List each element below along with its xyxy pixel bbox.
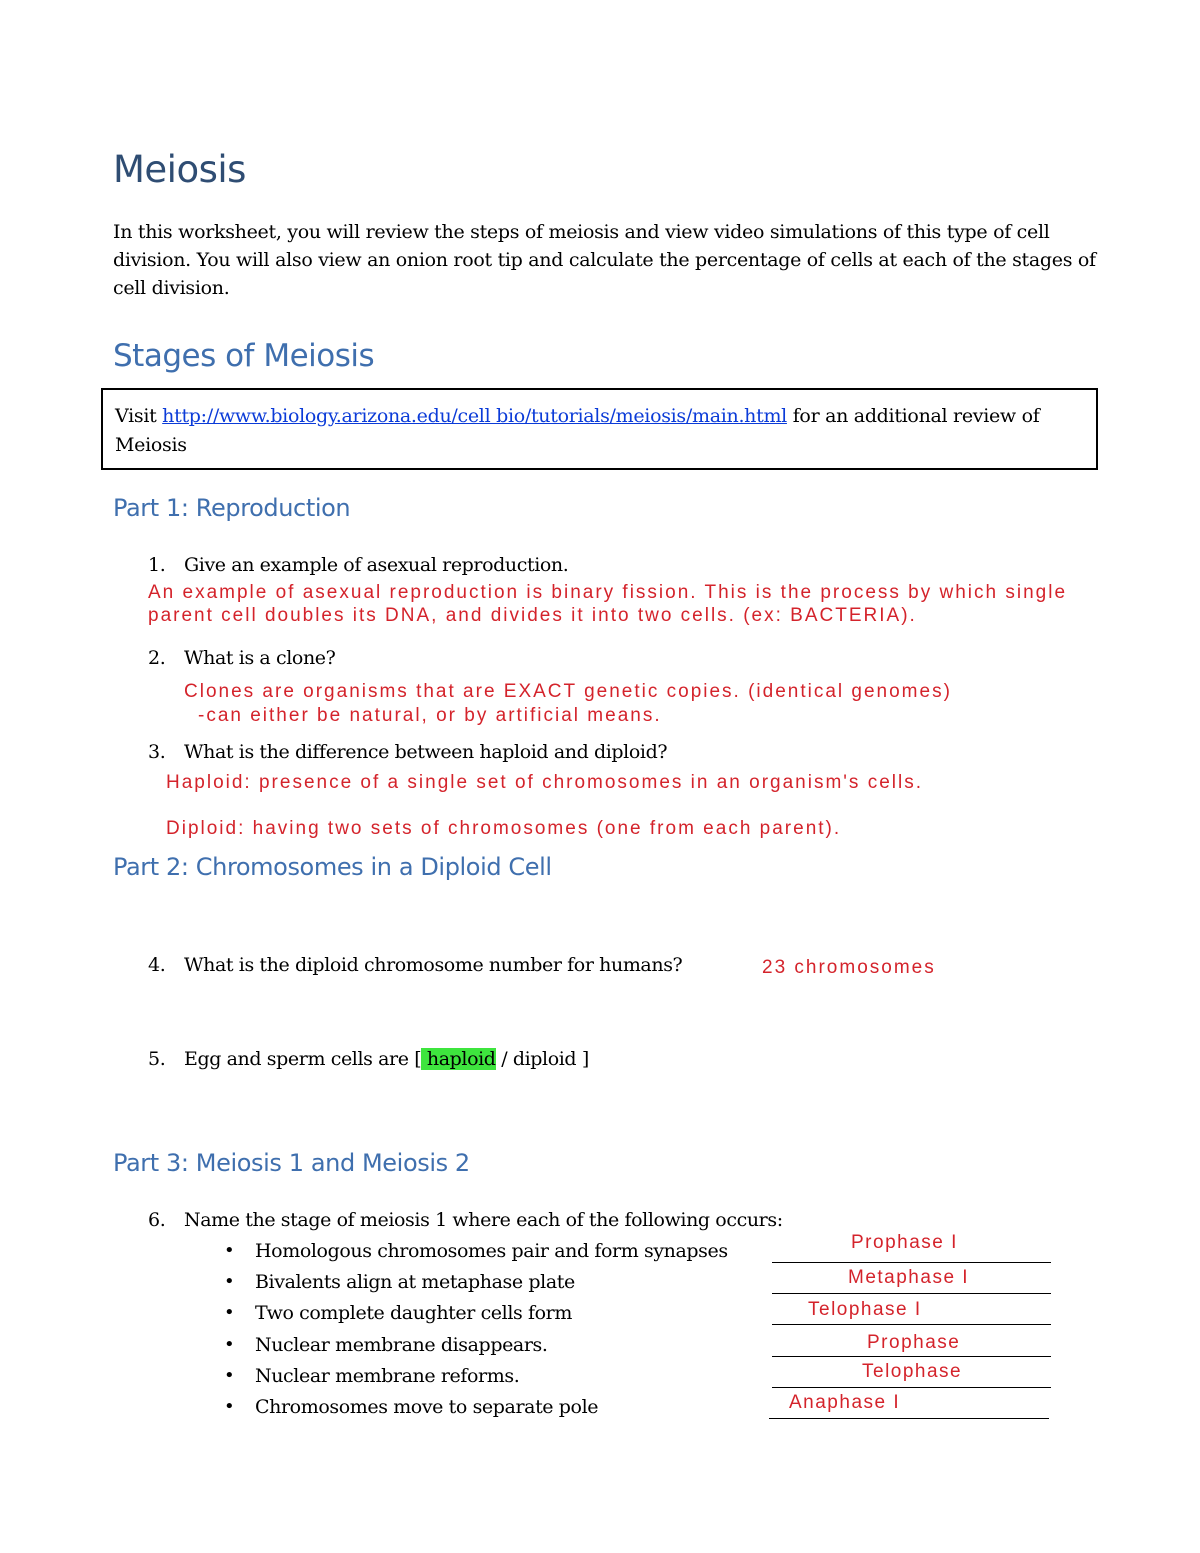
bullet-1: • — [224, 1240, 235, 1261]
item-5-text: Nuclear membrane reforms. — [255, 1365, 520, 1387]
item-2-text: Bivalents align at metaphase plate — [255, 1271, 575, 1293]
visit-box — [101, 388, 1098, 470]
visit-suffix: for an additional review of Meiosis — [115, 405, 1040, 456]
q4-number: 4. — [148, 954, 166, 976]
bullet-3: • — [224, 1302, 235, 1323]
q4-answer: 23 chromosomes — [762, 957, 936, 978]
q3-answer-diploid: Diploid: having two sets of chromosomes (one from each parent). — [166, 818, 842, 839]
bullet-2: • — [224, 1271, 235, 1292]
q2-number: 2. — [148, 647, 166, 669]
part3-heading: Part 3: Meiosis 1 and Meiosis 2 — [113, 1149, 470, 1177]
item-3-answer: Telophase I — [808, 1299, 922, 1320]
visit-text — [115, 402, 1075, 460]
q2-answer-line1: Clones are organisms that are EXACT genetic copies. (identical genomes) — [184, 681, 952, 702]
item-2-answer-line — [772, 1293, 1051, 1294]
visit-prefix: Visit — [115, 405, 163, 427]
q3-number: 3. — [148, 741, 166, 763]
q1-answer-line2: parent cell doubles its DNA, and divides it into two cells. (ex: BACTERIA). — [148, 605, 917, 626]
item-6-answer: Anaphase I — [789, 1392, 901, 1413]
q1-number: 1. — [148, 554, 166, 576]
bullet-6: • — [224, 1396, 235, 1417]
item-5-answer-line — [772, 1387, 1051, 1388]
q3-text: What is the difference between haploid and diploid? — [184, 741, 668, 763]
bullet-4: • — [224, 1334, 235, 1355]
meiosis-tutorial-link[interactable]: http://www.biology.arizona.edu/cell bio/tutorials/meiosis/main.html — [162, 405, 787, 427]
item-6-text: Chromosomes move to separate pole — [255, 1396, 599, 1418]
bullet-5: • — [224, 1365, 235, 1386]
q5-selected-haploid: haploid — [421, 1048, 496, 1070]
q1-text: Give an example of asexual reproduction. — [184, 554, 569, 576]
section-heading-stages: Stages of Meiosis — [113, 338, 375, 374]
item-3-answer-line — [772, 1324, 1051, 1325]
item-2-answer: Metaphase I — [848, 1267, 970, 1288]
item-1-answer: Prophase I — [851, 1232, 958, 1253]
item-4-text: Nuclear membrane disappears. — [255, 1334, 548, 1356]
q6-text: Name the stage of meiosis 1 where each of the following occurs: — [184, 1209, 783, 1231]
item-1-text: Homologous chromosomes pair and form synapses — [255, 1240, 728, 1262]
q2-answer-line2: -can either be natural, or by artificial means. — [198, 705, 662, 726]
intro-paragraph: In this worksheet, you will review the steps of meiosis and view video simulations of this type of cell division. You will also view an onion root tip and calculate the percentage of cells at each of the stages of cell division. — [113, 221, 1096, 299]
page-title: Meiosis — [113, 148, 246, 191]
q5-number: 5. — [148, 1048, 166, 1070]
q4-text: What is the diploid chromosome number for humans? — [184, 954, 683, 976]
part1-heading: Part 1: Reproduction — [113, 494, 351, 522]
item-5-answer: Telophase — [862, 1361, 963, 1382]
item-3-text: Two complete daughter cells form — [255, 1302, 572, 1324]
part2-heading: Part 2: Chromosomes in a Diploid Cell — [113, 853, 552, 881]
q2-text: What is a clone? — [184, 647, 336, 669]
item-4-answer-line — [772, 1356, 1051, 1357]
q5-rest: / diploid ] — [495, 1048, 589, 1070]
q5-text — [184, 1048, 589, 1070]
item-6-answer-line — [769, 1418, 1049, 1419]
q1-answer-line1: An example of asexual reproduction is binary fission. This is the process by which single — [148, 582, 1068, 603]
q5-prefix: Egg and sperm cells are [ — [184, 1048, 422, 1070]
q6-number: 6. — [148, 1209, 166, 1231]
q3-answer-haploid: Haploid: presence of a single set of chromosomes in an organism's cells. — [166, 772, 923, 793]
item-4-answer: Prophase — [867, 1332, 961, 1353]
item-1-answer-line — [772, 1262, 1051, 1263]
